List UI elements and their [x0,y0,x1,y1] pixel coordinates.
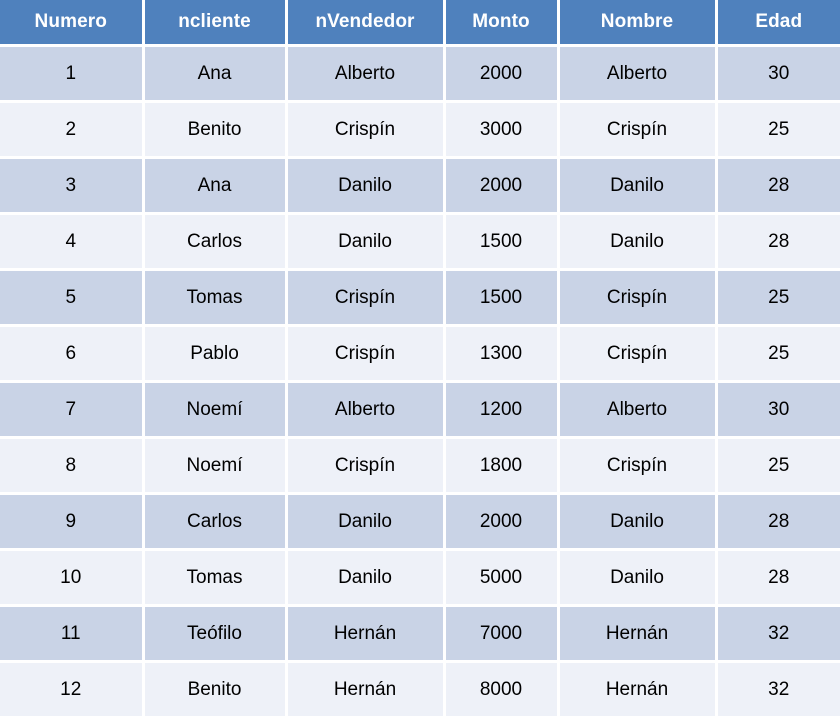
cell-numero: 8 [0,438,143,494]
cell-edad: 28 [716,158,840,214]
cell-monto: 3000 [444,102,558,158]
cell-ncliente: Benito [143,662,286,716]
cell-nombre: Hernán [558,606,716,662]
cell-ncliente: Teófilo [143,606,286,662]
column-header-ncliente[interactable]: ncliente [143,0,286,46]
cell-monto: 2000 [444,494,558,550]
cell-numero: 1 [0,46,143,102]
cell-edad: 28 [716,550,840,606]
cell-ncliente: Carlos [143,494,286,550]
cell-edad: 32 [716,662,840,716]
cell-nvendedor: Crispín [286,270,444,326]
cell-numero: 6 [0,326,143,382]
table-body [0,46,840,716]
cell-ncliente: Ana [143,158,286,214]
cell-nombre: Hernán [558,662,716,716]
column-header-nvendedor[interactable]: nVendedor [286,0,444,46]
cell-nombre: Crispín [558,438,716,494]
cell-edad: 28 [716,494,840,550]
cell-edad: 25 [716,270,840,326]
cell-monto: 5000 [444,550,558,606]
table-row [0,326,840,382]
cell-edad: 25 [716,326,840,382]
cell-nvendedor: Alberto [286,382,444,438]
cell-ncliente: Carlos [143,214,286,270]
table-row [0,214,840,270]
cell-edad: 32 [716,606,840,662]
table-row [0,270,840,326]
cell-ncliente: Tomas [143,270,286,326]
cell-monto: 1500 [444,214,558,270]
cell-numero: 7 [0,382,143,438]
cell-edad: 30 [716,46,840,102]
cell-numero: 11 [0,606,143,662]
table-row [0,606,840,662]
table-header-row [0,0,840,46]
cell-nombre: Crispín [558,270,716,326]
cell-nvendedor: Hernán [286,662,444,716]
cell-monto: 7000 [444,606,558,662]
cell-nvendedor: Hernán [286,606,444,662]
cell-nombre: Danilo [558,494,716,550]
column-header-monto[interactable]: Monto [444,0,558,46]
table-header [0,0,840,46]
cell-nombre: Danilo [558,214,716,270]
table-row [0,494,840,550]
cell-numero: 4 [0,214,143,270]
cell-nvendedor: Danilo [286,158,444,214]
cell-monto: 2000 [444,46,558,102]
cell-edad: 30 [716,382,840,438]
cell-nvendedor: Danilo [286,494,444,550]
cell-nombre: Crispín [558,102,716,158]
column-header-numero[interactable]: Numero [0,0,143,46]
cell-numero: 3 [0,158,143,214]
cell-monto: 1800 [444,438,558,494]
cell-numero: 5 [0,270,143,326]
cell-ncliente: Benito [143,102,286,158]
cell-nvendedor: Crispín [286,438,444,494]
table-row [0,158,840,214]
table-row [0,46,840,102]
table-row [0,662,840,716]
table-row [0,438,840,494]
cell-nombre: Alberto [558,382,716,438]
cell-edad: 28 [716,214,840,270]
table-row [0,102,840,158]
column-header-edad[interactable]: Edad [716,0,840,46]
cell-nombre: Danilo [558,158,716,214]
cell-nombre: Alberto [558,46,716,102]
cell-nvendedor: Danilo [286,550,444,606]
column-header-nombre[interactable]: Nombre [558,0,716,46]
cell-nvendedor: Alberto [286,46,444,102]
cell-ncliente: Tomas [143,550,286,606]
cell-edad: 25 [716,438,840,494]
cell-ncliente: Noemí [143,438,286,494]
cell-numero: 9 [0,494,143,550]
cell-monto: 1500 [444,270,558,326]
cell-edad: 25 [716,102,840,158]
cell-monto: 2000 [444,158,558,214]
table-row [0,550,840,606]
cell-ncliente: Pablo [143,326,286,382]
cell-monto: 8000 [444,662,558,716]
cell-ncliente: Noemí [143,382,286,438]
cell-nvendedor: Danilo [286,214,444,270]
cell-numero: 12 [0,662,143,716]
cell-nombre: Crispín [558,326,716,382]
cell-monto: 1300 [444,326,558,382]
cell-nvendedor: Crispín [286,326,444,382]
cell-ncliente: Ana [143,46,286,102]
table-row [0,382,840,438]
cell-numero: 2 [0,102,143,158]
cell-nvendedor: Crispín [286,102,444,158]
cell-numero: 10 [0,550,143,606]
cell-monto: 1200 [444,382,558,438]
cell-nombre: Danilo [558,550,716,606]
